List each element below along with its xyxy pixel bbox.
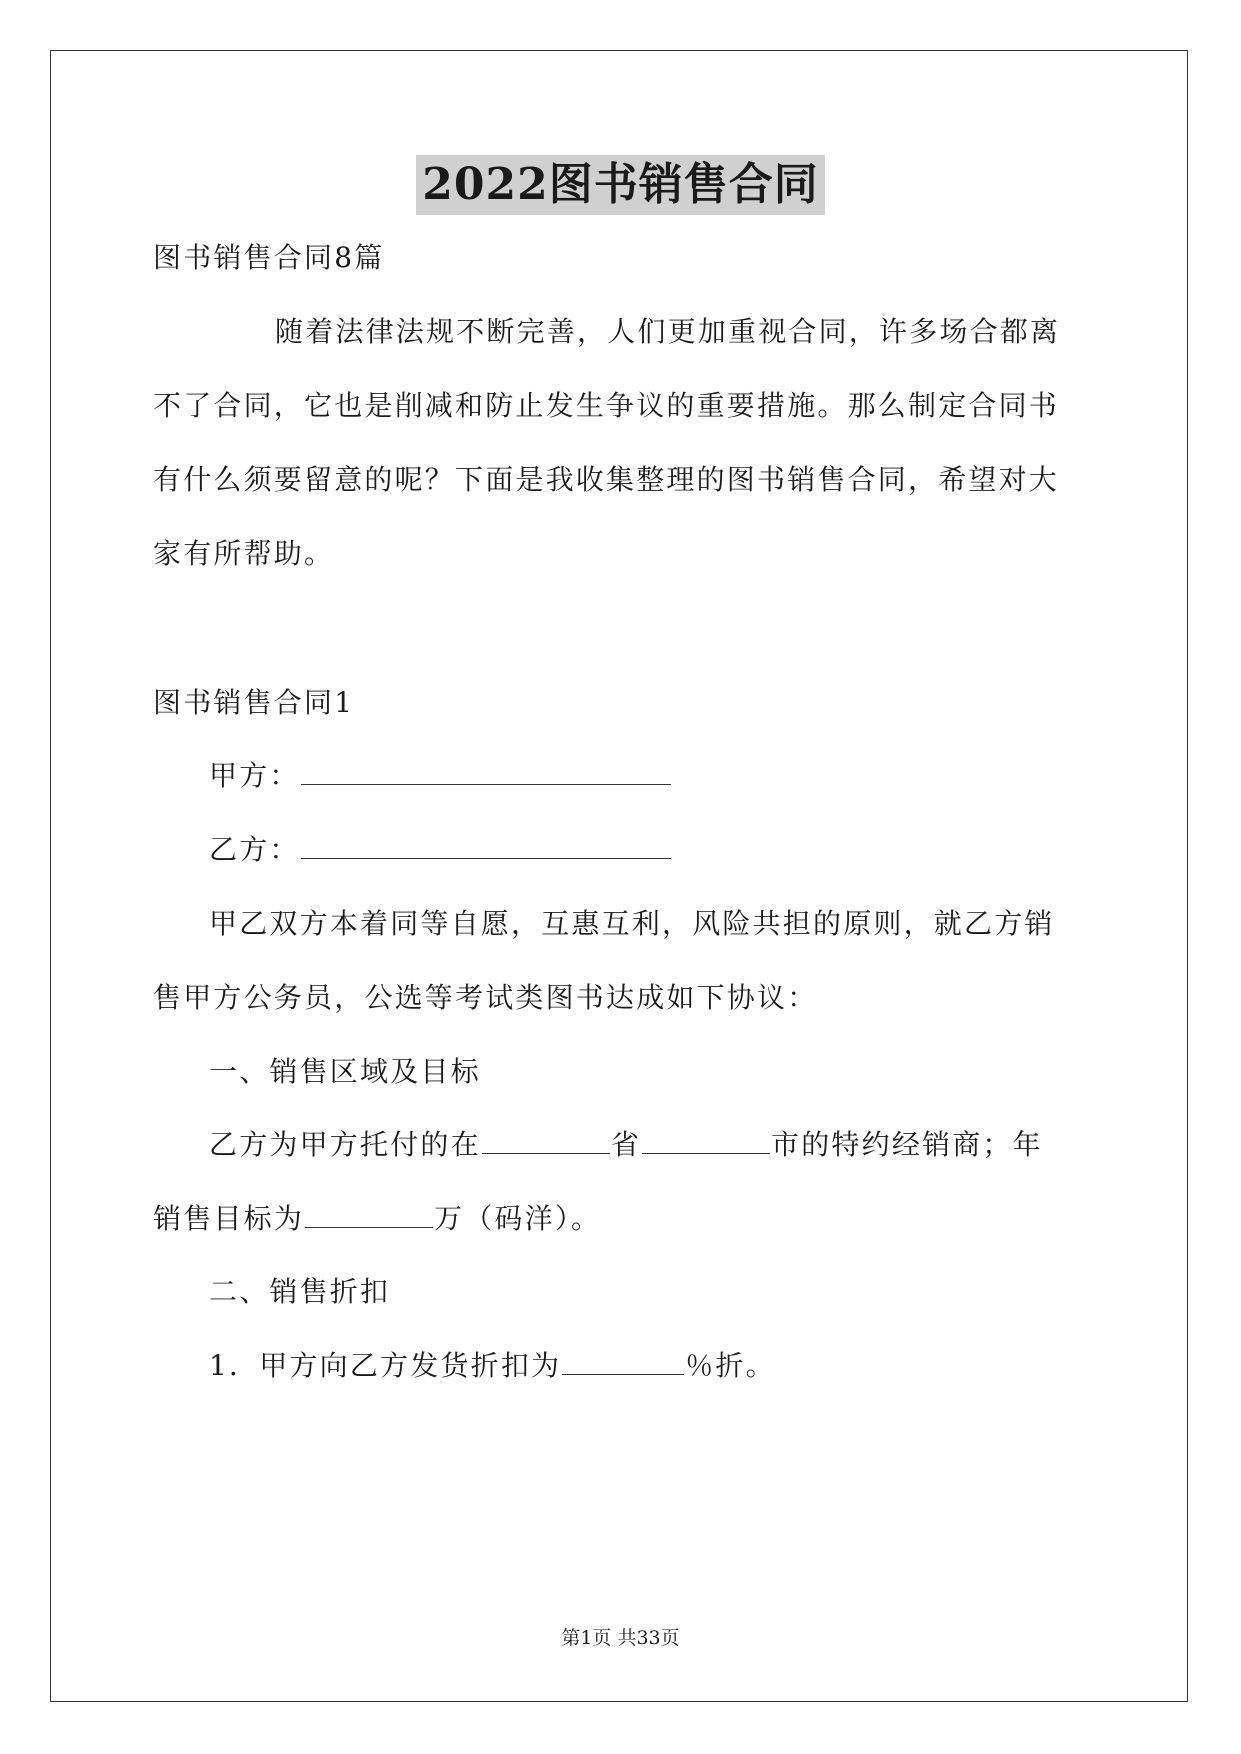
page-border (50, 50, 1188, 1702)
preamble-line-1: 甲乙双方本着同等自愿，互惠互利，风险共担的原则，就乙方销 (209, 907, 1055, 940)
sales-target-blank[interactable] (305, 1201, 433, 1228)
title-container (0, 155, 1241, 215)
clause1-text-d: 销售目标为 (153, 1202, 305, 1235)
party-b-label: 乙方： (209, 833, 300, 866)
party-b-row (153, 830, 1149, 870)
document-subtitle: 图书销售合同8篇 (153, 241, 385, 274)
discount-blank[interactable] (562, 1348, 684, 1375)
section-title: 图书销售合同1 (153, 686, 355, 719)
clause2-item1-text-b: ％折。 (685, 1349, 776, 1382)
preamble-line-2: 售甲方公务员，公选等考试类图书达成如下协议： (153, 981, 818, 1014)
clause1-row-2 (153, 1199, 1093, 1239)
intro-line-4: 家有所帮助。 (153, 537, 335, 570)
clause1-text-c: 市的特约经销商；年 (771, 1128, 1043, 1161)
party-b-blank[interactable] (301, 832, 671, 859)
intro-line-2: 不了合同，它也是削减和防止发生争议的重要措施。那么制定合同书 (153, 389, 1060, 422)
clause1-text-b: 省 (610, 1128, 642, 1161)
clause2-item-1 (153, 1346, 1149, 1386)
clause1-row-1 (153, 1125, 1149, 1165)
clause2-item1-text-a: 1．甲方向乙方发货折扣为 (209, 1349, 562, 1382)
province-blank[interactable] (482, 1127, 610, 1154)
party-a-label: 甲方： (209, 759, 300, 792)
page-footer: 第1页 共33页 (561, 1627, 680, 1649)
clause1-heading: 一、销售区域及目标 (209, 1055, 481, 1088)
document-title: 2022图书销售合同 (416, 155, 824, 215)
clause1-text-e: 万（码洋）。 (434, 1202, 602, 1235)
clause2-heading: 二、销售折扣 (209, 1275, 391, 1308)
city-blank[interactable] (642, 1127, 770, 1154)
party-a-blank[interactable] (301, 758, 671, 785)
party-a-row (153, 756, 1149, 796)
clause1-text-a: 乙方为甲方托付的在 (209, 1128, 481, 1161)
intro-line-1: 随着法律法规不断完善，人们更加重视合同，许多场合都离 (275, 315, 1061, 348)
intro-line-3: 有什么须要留意的呢？下面是我收集整理的图书销售合同，希望对大 (153, 463, 1060, 496)
